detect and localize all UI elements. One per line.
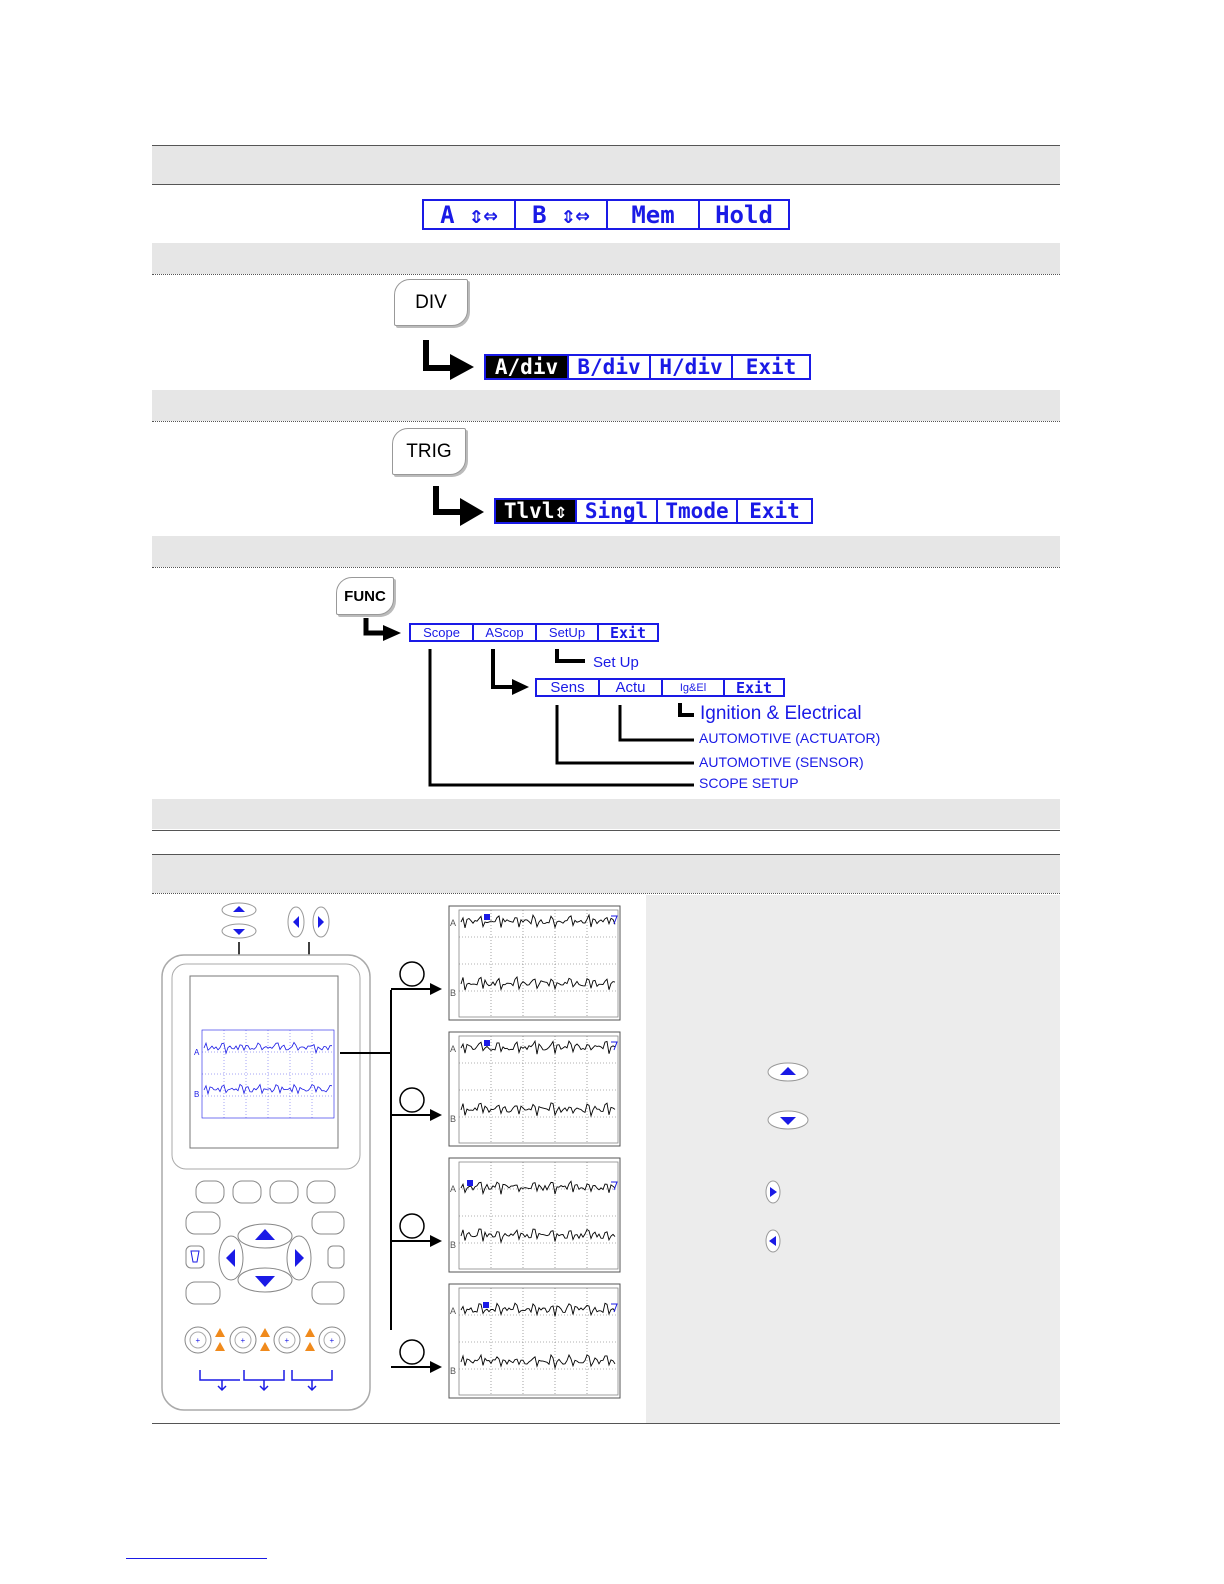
svg-text:A: A	[450, 1306, 457, 1316]
trig-key[interactable]: TRIG	[392, 428, 466, 475]
svg-text:B: B	[450, 988, 457, 998]
scope-connector	[430, 649, 694, 785]
submenu-actu[interactable]: Actu	[600, 680, 663, 695]
trig-menu-exit[interactable]: Exit	[749, 499, 800, 523]
left-right-buttons[interactable]	[288, 907, 329, 937]
func-menu-scope[interactable]: Scope	[411, 625, 474, 640]
div-menu-exit[interactable]: Exit	[745, 355, 797, 379]
softkey-hold[interactable]: Hold	[715, 200, 773, 229]
automotive-sensor-label: AUTOMOTIVE (SENSOR)	[699, 754, 864, 770]
panel-up-button[interactable]	[768, 1063, 808, 1081]
ignition-electrical-label: Ignition & Electrical	[700, 703, 862, 724]
svg-text:+: +	[195, 1336, 201, 1345]
div-menu-a-div[interactable]: A/div	[486, 356, 569, 378]
footer-link-line	[126, 1558, 267, 1559]
trig-menu-tlvl[interactable]: Tlvl⇕	[496, 500, 577, 522]
sens-connector	[557, 705, 694, 763]
trig-menu-tmode[interactable]: Tmode	[658, 500, 738, 522]
panel-right-button[interactable]	[766, 1181, 780, 1203]
svg-text:A: A	[450, 1184, 457, 1194]
panel-left-button[interactable]	[766, 1230, 780, 1252]
trig-menu-arrow	[436, 486, 484, 526]
func-menu-setup[interactable]: SetUp	[537, 625, 599, 640]
scope-view-4	[391, 1284, 620, 1398]
ascop-arrow	[493, 649, 529, 695]
submenu-igel[interactable]: Ig&El	[663, 680, 725, 695]
up-down-buttons[interactable]	[222, 903, 256, 938]
submenu-sens[interactable]: Sens	[537, 680, 600, 695]
scope-view-3	[391, 1158, 620, 1272]
scope-setup-label: SCOPE SETUP	[699, 775, 799, 791]
scope-view-1	[391, 906, 620, 1020]
actu-connector	[620, 705, 694, 740]
softkey-mem[interactable]: Mem	[608, 201, 700, 228]
svg-text:+: +	[240, 1336, 246, 1345]
div-menu-b-div[interactable]: B/div	[569, 356, 651, 378]
svg-text:A: A	[450, 918, 457, 928]
softkey-b[interactable]: B ⇕⇔	[516, 201, 608, 228]
svg-text:B: B	[450, 1114, 457, 1124]
func-menu-exit[interactable]: Exit	[609, 623, 647, 642]
svg-text:+: +	[329, 1336, 335, 1345]
setup-label: Set Up	[593, 654, 639, 671]
svg-text:B: B	[450, 1240, 457, 1250]
div-menu-h-div[interactable]: H/div	[651, 356, 733, 378]
submenu-exit[interactable]: Exit	[735, 678, 773, 697]
div-key[interactable]: DIV	[394, 279, 468, 326]
panel-down-button[interactable]	[768, 1111, 808, 1129]
svg-text:A: A	[194, 1048, 200, 1057]
svg-text:A: A	[450, 1044, 457, 1054]
meter-device	[162, 955, 370, 1410]
trig-menu-singl[interactable]: Singl	[577, 500, 658, 522]
setup-connector	[557, 649, 585, 661]
automotive-actuator-label: AUTOMOTIVE (ACTUATOR)	[699, 730, 881, 746]
div-menu-arrow	[426, 340, 474, 380]
svg-text:B: B	[450, 1366, 457, 1376]
svg-text:B: B	[194, 1090, 200, 1099]
func-key[interactable]: FUNC	[336, 577, 394, 615]
func-menu-ascop[interactable]: AScop	[474, 625, 537, 640]
scope-view-2	[391, 1032, 620, 1146]
func-menu-arrow	[366, 618, 401, 641]
softkey-a[interactable]: A ⇕⇔	[424, 201, 516, 228]
svg-text:+: +	[284, 1336, 290, 1345]
igel-connector	[680, 703, 694, 715]
